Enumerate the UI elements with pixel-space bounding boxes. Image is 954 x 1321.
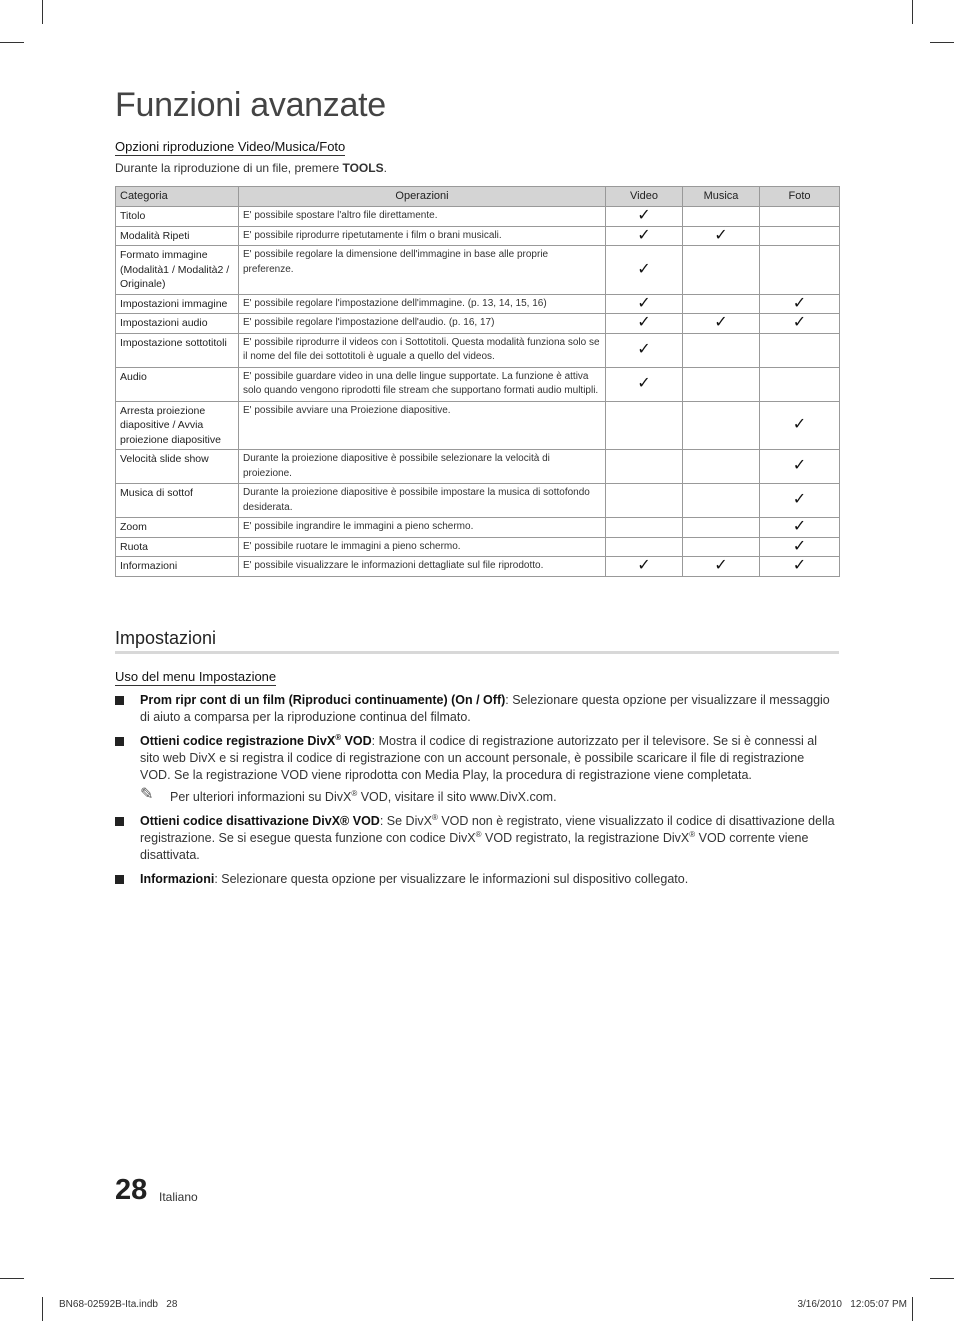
item-text: : Selezionare questa opzione per visualizzare le informazioni sul dispositivo collegato. bbox=[214, 872, 689, 886]
video-check-cell bbox=[606, 450, 683, 484]
checkmark-icon: ✓ bbox=[637, 314, 651, 331]
video-check-cell bbox=[606, 401, 683, 450]
item-title: Ottieni codice disattivazione DivX® VOD bbox=[140, 814, 380, 828]
video-check-cell bbox=[606, 484, 683, 518]
crop-mark bbox=[42, 0, 43, 24]
intro-text: Durante la riproduzione di un file, premere bbox=[115, 161, 343, 175]
bullet-square-icon bbox=[115, 875, 124, 884]
registered-mark: ® bbox=[351, 788, 358, 798]
list-item bbox=[115, 813, 835, 864]
checkmark-icon: ✓ bbox=[792, 557, 807, 574]
photo-check-cell bbox=[760, 367, 840, 401]
category-cell: Formato immagine (Modalità1 / Modalità2 / Originale) bbox=[116, 246, 239, 295]
bullet-square-icon bbox=[115, 696, 124, 705]
photo-check-cell bbox=[760, 207, 840, 227]
music-check-cell bbox=[683, 246, 760, 295]
checkmark-icon: ✓ bbox=[637, 207, 651, 224]
footer-timestamp: 3/16/2010 12:05:07 PM bbox=[797, 1299, 907, 1310]
photo-check-cell bbox=[760, 246, 840, 295]
checkmark-icon: ✓ bbox=[637, 294, 651, 312]
item-text: VOD non è registrato, viene visualizzato il codice di disattivazione della registrazione. Se si esegue questa funzione con codice DivX bbox=[140, 814, 835, 845]
category-cell: Arresta proiezione diapositive / Avvia proiezione diapositive bbox=[116, 401, 239, 450]
table-row bbox=[116, 226, 840, 246]
registered-mark: ® bbox=[335, 732, 342, 742]
footer-file: BN68-02592B-Ita.indb 28 bbox=[59, 1299, 178, 1310]
table-row bbox=[116, 333, 840, 367]
category-cell: Impostazioni audio bbox=[116, 314, 239, 334]
header-video: Video bbox=[606, 187, 683, 207]
checkmark-icon: ✓ bbox=[792, 537, 807, 555]
category-cell: Velocità slide show bbox=[116, 450, 239, 484]
crop-mark bbox=[0, 42, 24, 43]
checkmark-icon: ✓ bbox=[637, 260, 651, 278]
category-cell: Ruota bbox=[116, 537, 239, 557]
bullet-square-icon bbox=[115, 817, 124, 826]
category-cell: Informazioni bbox=[116, 557, 239, 577]
item-text: VOD registrato, la registrazione DivX bbox=[481, 831, 690, 845]
table-row bbox=[116, 367, 840, 401]
photo-check-cell bbox=[760, 314, 840, 334]
category-cell: Musica di sottof bbox=[116, 484, 239, 518]
video-check-cell bbox=[606, 557, 683, 577]
registered-mark: ® bbox=[689, 829, 696, 839]
music-check-cell bbox=[683, 333, 760, 367]
table-row bbox=[116, 518, 840, 538]
checkmark-icon: ✓ bbox=[714, 226, 728, 244]
checkmark-icon: ✓ bbox=[714, 557, 728, 574]
crop-mark bbox=[930, 1278, 954, 1279]
operation-cell: E' possibile visualizzare le informazioni dettagliate sul file riprodotto. bbox=[239, 557, 606, 577]
page-title: Funzioni avanzate bbox=[115, 86, 386, 124]
table-body bbox=[116, 207, 840, 577]
table-header-row bbox=[116, 187, 840, 207]
checkmark-icon: ✓ bbox=[637, 340, 651, 358]
checkmark-icon: ✓ bbox=[792, 457, 807, 475]
intro-end: . bbox=[383, 161, 387, 175]
photo-check-cell bbox=[760, 294, 840, 314]
item-title-part: Ottieni codice registrazione DivX bbox=[140, 734, 336, 748]
table-row bbox=[116, 207, 840, 227]
music-check-cell bbox=[683, 484, 760, 518]
list-item bbox=[115, 692, 835, 726]
operation-cell: E' possibile riprodurre ripetutamente i film o brani musicali. bbox=[239, 226, 606, 246]
crop-mark bbox=[912, 0, 913, 24]
note bbox=[140, 786, 835, 806]
category-cell: Impostazione sottotitoli bbox=[116, 333, 239, 367]
table-row bbox=[116, 484, 840, 518]
music-check-cell bbox=[683, 518, 760, 538]
photo-check-cell bbox=[760, 226, 840, 246]
music-check-cell bbox=[683, 226, 760, 246]
settings-menu-heading: Uso del menu Impostazione bbox=[115, 669, 277, 684]
photo-check-cell bbox=[760, 537, 840, 557]
music-check-cell bbox=[683, 294, 760, 314]
item-title: Prom ripr cont di un film (Riproduci continuamente) (On / Off) bbox=[140, 693, 506, 707]
music-check-cell bbox=[683, 450, 760, 484]
header-category: Categoria bbox=[116, 187, 239, 207]
table-row bbox=[116, 401, 840, 450]
checkmark-icon: ✓ bbox=[792, 518, 807, 535]
list-item bbox=[115, 733, 835, 806]
music-check-cell bbox=[683, 367, 760, 401]
video-check-cell bbox=[606, 367, 683, 401]
tools-key: TOOLS bbox=[342, 161, 384, 175]
video-check-cell bbox=[606, 518, 683, 538]
video-check-cell bbox=[606, 207, 683, 227]
item-text: : Selezionare questa opzione per visualizzare il messaggio di aiuto a comparsa per la riproduzione continua del filmato. bbox=[140, 693, 830, 724]
header-operations: Operazioni bbox=[239, 187, 606, 207]
table-row bbox=[116, 537, 840, 557]
checkmark-icon: ✓ bbox=[637, 226, 651, 244]
operation-cell: E' possibile riprodurre il videos con i Sottotitoli. Questa modalità funziona solo se il nome del file dei sottotitoli è uguale a quello del videos. bbox=[239, 333, 606, 367]
playback-options-table bbox=[115, 186, 840, 577]
checkmark-icon: ✓ bbox=[792, 416, 807, 433]
pencil-note-icon: ✎ bbox=[140, 786, 154, 803]
category-cell: Zoom bbox=[116, 518, 239, 538]
table-row bbox=[116, 294, 840, 314]
settings-list bbox=[115, 692, 835, 895]
settings-title: Impostazioni bbox=[115, 628, 839, 654]
crop-mark bbox=[930, 42, 954, 43]
operation-cell: Durante la proiezione diapositive è possibile impostare la musica di sottofondo desiderata. bbox=[239, 484, 606, 518]
checkmark-icon: ✓ bbox=[792, 294, 807, 312]
bullet-square-icon bbox=[115, 737, 124, 746]
header-music: Musica bbox=[683, 187, 760, 207]
operation-cell: E' possibile regolare la dimensione dell'immagine in base alle proprie preferenze. bbox=[239, 246, 606, 295]
category-cell: Audio bbox=[116, 367, 239, 401]
table-row bbox=[116, 314, 840, 334]
photo-check-cell bbox=[760, 450, 840, 484]
photo-check-cell bbox=[760, 333, 840, 367]
music-check-cell bbox=[683, 401, 760, 450]
photo-check-cell bbox=[760, 401, 840, 450]
header-photo: Foto bbox=[760, 187, 840, 207]
registered-mark: ® bbox=[475, 829, 482, 839]
table-row bbox=[116, 450, 840, 484]
operation-cell: E' possibile regolare l'impostazione dell'audio. (p. 16, 17) bbox=[239, 314, 606, 334]
category-cell: Modalità Ripeti bbox=[116, 226, 239, 246]
photo-check-cell bbox=[760, 557, 840, 577]
item-title bbox=[140, 734, 372, 748]
operation-cell: E' possibile ingrandire le immagini a pieno schermo. bbox=[239, 518, 606, 538]
crop-mark bbox=[912, 1297, 913, 1321]
operation-cell: Durante la proiezione diapositive è possibile selezionare la velocità di proiezione. bbox=[239, 450, 606, 484]
checkmark-icon: ✓ bbox=[714, 314, 728, 331]
music-check-cell bbox=[683, 557, 760, 577]
operation-cell: E' possibile guardare video in una delle lingue supportate. La funzione è attiva solo quando vengono riprodotti file stream che supportano formati audio multipli. bbox=[239, 367, 606, 401]
category-cell: Titolo bbox=[116, 207, 239, 227]
table-row bbox=[116, 557, 840, 577]
music-check-cell bbox=[683, 207, 760, 227]
checkmark-icon: ✓ bbox=[792, 314, 807, 331]
operation-cell: E' possibile regolare l'impostazione dell'immagine. (p. 13, 14, 15, 16) bbox=[239, 294, 606, 314]
video-check-cell bbox=[606, 226, 683, 246]
music-check-cell bbox=[683, 314, 760, 334]
video-check-cell bbox=[606, 294, 683, 314]
crop-mark bbox=[42, 1297, 43, 1321]
video-check-cell bbox=[606, 314, 683, 334]
note-text: VOD, visitare il sito www.DivX.com. bbox=[357, 790, 557, 804]
item-title: Informazioni bbox=[140, 872, 215, 886]
page-number: 28 bbox=[115, 1174, 148, 1206]
video-check-cell bbox=[606, 333, 683, 367]
playback-options-heading: Opzioni riproduzione Video/Musica/Foto bbox=[115, 139, 346, 154]
item-text: VOD corrente viene disattivata. bbox=[140, 831, 809, 862]
operation-cell: E' possibile ruotare le immagini a pieno schermo. bbox=[239, 537, 606, 557]
item-title-part: VOD bbox=[341, 734, 372, 748]
registered-mark: ® bbox=[431, 812, 438, 822]
checkmark-icon: ✓ bbox=[792, 491, 807, 509]
crop-mark bbox=[0, 1278, 24, 1279]
operation-cell: E' possibile spostare l'altro file direttamente. bbox=[239, 207, 606, 227]
photo-check-cell bbox=[760, 484, 840, 518]
note-text: Per ulteriori informazioni su DivX bbox=[170, 790, 352, 804]
music-check-cell bbox=[683, 537, 760, 557]
table-row bbox=[116, 246, 840, 295]
page-language: Italiano bbox=[159, 1190, 198, 1204]
item-text: : Mostra il codice di registrazione autorizzato per il televisore. Se si è connessi al sito web DivX e si registra il codice di registrazione con un account personale, è possibile scaricare il file di registrazione VOD. Se la registrazione VOD viene riprodotta con Media Play, la procedura di registrazione viene completata. bbox=[140, 734, 818, 782]
playback-intro bbox=[115, 161, 387, 175]
checkmark-icon: ✓ bbox=[637, 557, 651, 574]
category-cell: Impostazioni immagine bbox=[116, 294, 239, 314]
item-text: : Se DivX bbox=[379, 814, 432, 828]
photo-check-cell bbox=[760, 518, 840, 538]
operation-cell: E' possibile avviare una Proiezione diapositive. bbox=[239, 401, 606, 450]
video-check-cell bbox=[606, 537, 683, 557]
list-item bbox=[115, 871, 835, 888]
video-check-cell bbox=[606, 246, 683, 295]
checkmark-icon: ✓ bbox=[637, 374, 651, 392]
